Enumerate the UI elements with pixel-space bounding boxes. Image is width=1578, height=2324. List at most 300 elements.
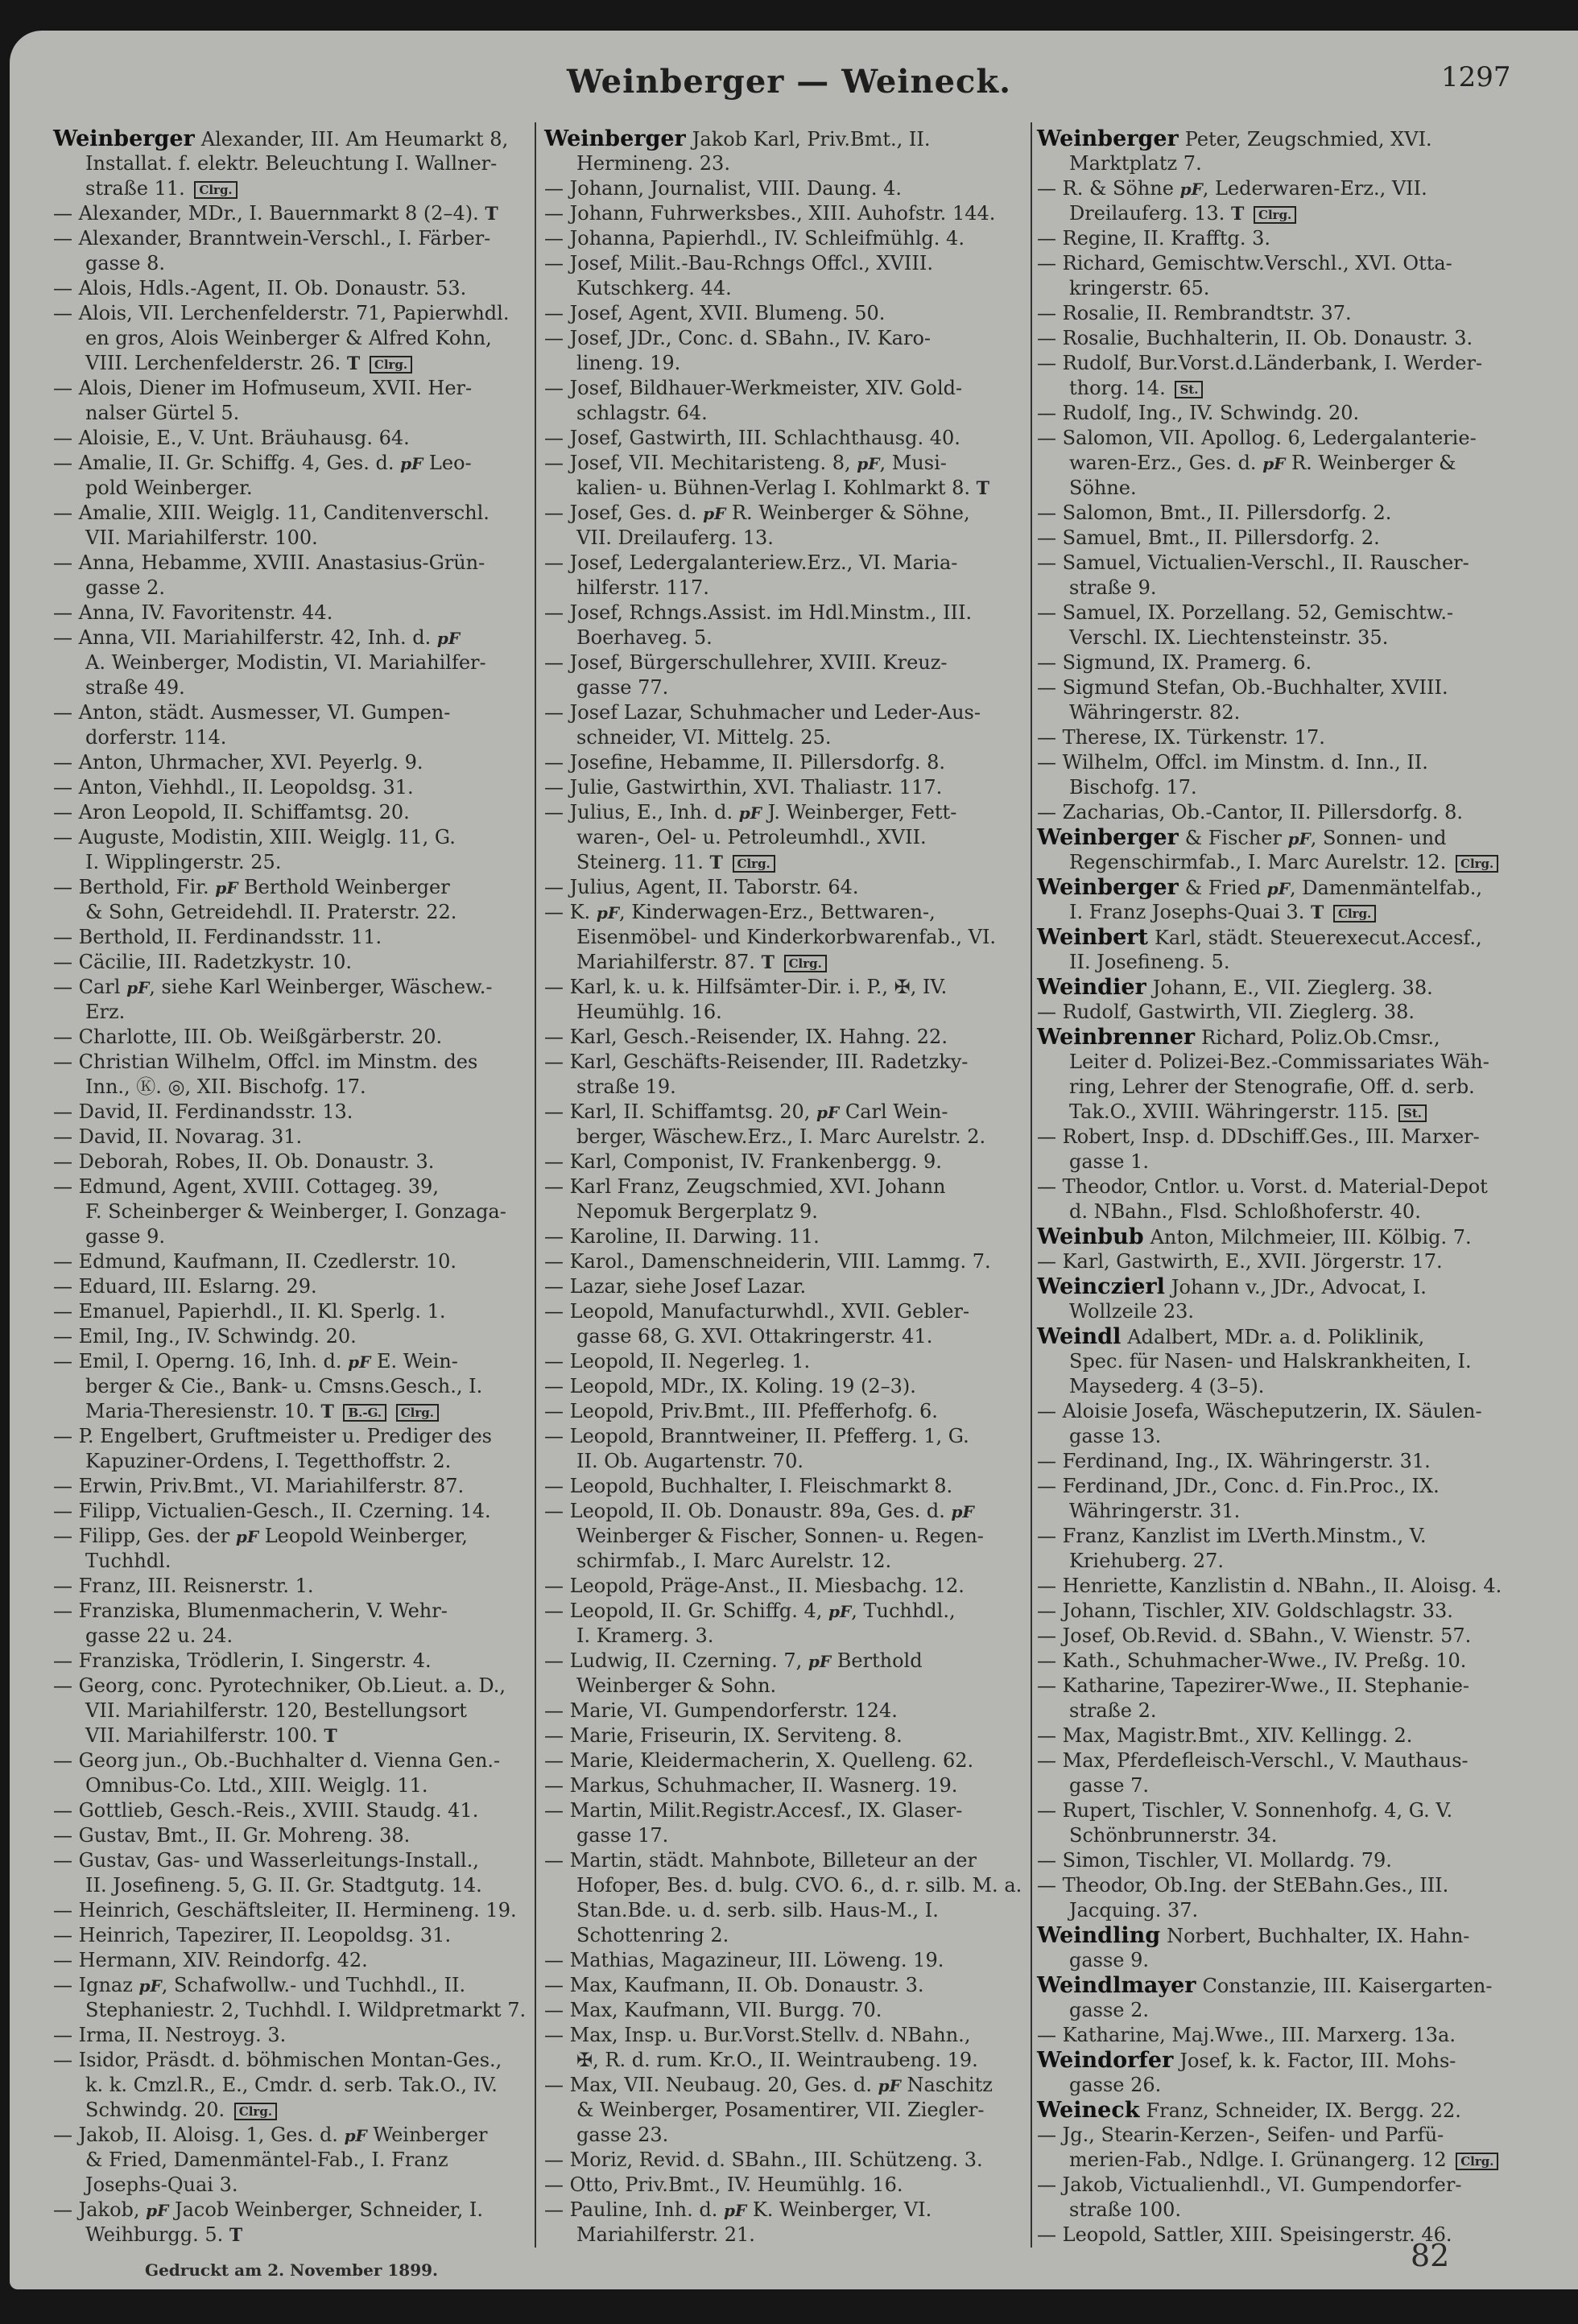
page-title: Weinberger — Weineck.	[566, 63, 1012, 101]
directory-continuation-line	[576, 2048, 978, 2073]
directory-entry-line	[544, 326, 931, 351]
entry-text: Währingerstr. 82.	[1069, 701, 1241, 724]
entry-text: — Regine, II. Krafftg. 3.	[1037, 227, 1271, 250]
directory-entry-line	[544, 1374, 916, 1399]
directory-continuation-line	[1069, 1299, 1194, 1324]
entry-text: — Samuel, IX. Porzellang. 52, Gemischtw.-	[1037, 601, 1454, 624]
firm-registered-mark-icon: pF	[138, 1976, 162, 1996]
entry-text: — Rosalie, II. Rembrandtstr. 37.	[1037, 302, 1352, 324]
directory-entry-line	[53, 1798, 478, 1823]
entry-text: — Sigmund Stefan, Ob.-Buchhalter, XVIII.	[1037, 676, 1448, 699]
entry-text: gasse 2.	[1069, 1999, 1150, 2021]
directory-entry-line	[1037, 1574, 1502, 1599]
entry-text: Stan.Bde. u. d. serb. silb. Haus-M., I.	[576, 1899, 939, 1922]
entry-text: , Tuchhdl.,	[851, 1600, 956, 1622]
directory-entry-line	[1037, 1449, 1431, 1474]
entry-text: — Josefine, Hebamme, II. Pillersdorfg. 8.	[544, 751, 945, 774]
entry-text: — Karol., Damenschneiderin, VIII. Lammg. 7.	[544, 1250, 991, 1273]
directory-entry-line	[544, 900, 936, 925]
directory-entry-line	[544, 451, 947, 476]
directory-entry-line	[544, 2173, 903, 2198]
directory-continuation-line	[576, 625, 713, 650]
directory-heading-line	[1037, 1923, 1469, 1948]
directory-continuation-line	[85, 2098, 277, 2123]
directory-entry-line	[53, 800, 410, 825]
entry-text: VII. Dreilauferg. 13.	[576, 526, 774, 549]
firm-registered-mark-icon: pF	[235, 1527, 259, 1546]
directory-entry-line	[53, 2123, 488, 2148]
entry-text: — Amalie, XIII. Weiglg. 11, Canditenverschl.	[53, 502, 490, 524]
directory-continuation-line	[576, 2123, 668, 2148]
directory-entry-line	[544, 601, 972, 625]
directory-entry-line	[544, 1349, 810, 1374]
entry-text: — Katharine, Tapezirer-Wwe., II. Stephanie-	[1037, 1674, 1470, 1697]
directory-entry-line	[53, 1499, 491, 1524]
directory-continuation-line	[85, 675, 185, 700]
telephone-icon: T	[761, 952, 775, 973]
directory-continuation-line	[576, 825, 927, 850]
entry-text: — Emanuel, Papierhdl., II. Kl. Sperlg. 1.	[53, 1300, 446, 1323]
boxed-tag: B.-G.	[343, 1404, 386, 1422]
surname-heading: Weinberger	[1037, 875, 1179, 900]
entry-text	[1244, 202, 1250, 225]
firm-registered-mark-icon: pF	[596, 903, 620, 923]
directory-entry-line	[53, 1599, 448, 1624]
directory-continuation-line	[85, 1374, 482, 1399]
directory-continuation-line	[576, 1923, 729, 1948]
directory-entry-line	[544, 1150, 942, 1174]
entry-text: — Marie, Friseurin, IX. Serviteng. 8.	[544, 1724, 903, 1747]
directory-entry-line	[544, 1474, 952, 1499]
firm-registered-mark-icon: pF	[703, 504, 726, 523]
entry-text: — Theodor, Ob.Ing. der StEBahn.Ges., III.	[1037, 1874, 1449, 1897]
entry-text: — Cäcilie, III. Radetzkystr. 10.	[53, 951, 353, 973]
directory-continuation-line	[85, 1224, 165, 1249]
entry-text: Richard, Poliz.Ob.Cmsr.,	[1201, 1026, 1440, 1049]
directory-continuation-line	[576, 476, 989, 501]
entry-text: I. Kramerg. 3.	[576, 1624, 714, 1647]
entry-text: Spec. für Nasen- und Halskrankheiten, I.	[1069, 1350, 1472, 1373]
telephone-icon: T	[485, 204, 498, 225]
entry-text: Johann, E., VII. Zieglerg. 38.	[1152, 976, 1433, 999]
entry-text: — Josef Lazar, Schuhmacher und Leder-Aus-	[544, 701, 981, 724]
boxed-tag: Clrg.	[1456, 855, 1498, 873]
directory-heading-line	[1037, 1224, 1472, 1249]
entry-text: — Amalie, II. Gr. Schiffg. 4, Ges. d.	[53, 452, 401, 474]
entry-text: II. Josefineng. 5.	[1069, 951, 1230, 973]
directory-entry-line	[544, 1299, 969, 1324]
entry-text: en gros, Alois Weinberger & Alfred Kohn,	[85, 327, 492, 349]
entry-text: — Aron Leopold, II. Schiffamtsg. 20.	[53, 801, 410, 824]
entry-text: — Franziska, Trödlerin, I. Singerstr. 4.	[53, 1649, 432, 1672]
directory-heading-line	[53, 126, 508, 151]
directory-continuation-line	[576, 1549, 891, 1574]
directory-entry-line	[544, 1274, 806, 1299]
entry-text: — Robert, Insp. d. DDschiff.Ges., III. Marxer-	[1037, 1125, 1480, 1148]
entry-text: ✠, R. d. rum. Kr.O., II. Weintraubeng. 19.	[576, 2049, 978, 2071]
directory-entry-line	[544, 1249, 991, 1274]
entry-text: — Leopold, Sattler, XIII. Speisingerstr. 46.	[1037, 2223, 1452, 2246]
directory-heading-line	[1037, 1274, 1427, 1299]
directory-entry-line	[1037, 725, 1325, 750]
entry-text: Norbert, Buchhalter, IX. Hahn-	[1167, 1925, 1470, 1947]
entry-text: straße 49.	[85, 676, 185, 699]
boxed-tag: Clrg.	[194, 181, 237, 199]
directory-entry-line	[544, 376, 962, 401]
entry-text: — Max, Kaufmann, II. Ob. Donaustr. 3.	[544, 1974, 924, 1996]
entry-text: — Moriz, Revid. d. SBahn., III. Schützeng. 3.	[544, 2149, 983, 2171]
entry-text: — Anton, Viehhdl., II. Leopoldsg. 31.	[53, 776, 414, 799]
entry-text: , Lederwaren-Erz., VII.	[1202, 177, 1427, 200]
directory-continuation-line	[1069, 376, 1203, 401]
entry-text: Leo-	[423, 452, 472, 474]
directory-entry-line	[544, 1224, 820, 1249]
firm-registered-mark-icon: pF	[215, 878, 238, 898]
directory-entry-line	[544, 1773, 957, 1798]
directory-heading-line	[1037, 2098, 1461, 2123]
directory-entry-line	[1037, 1249, 1443, 1274]
surname-heading: Weindling	[1037, 1923, 1161, 1948]
entry-text: merien-Fab., Ndlge. I. Grünangerg. 12	[1069, 2149, 1453, 2171]
entry-text: Alexander, III. Am Heumarkt 8,	[200, 128, 509, 151]
directory-continuation-line	[1069, 1050, 1489, 1075]
entry-text: — Otto, Priv.Bmt., IV. Heumühlg. 16.	[544, 2173, 903, 2196]
entry-text: — Salomon, Bmt., II. Pillersdorfg. 2.	[1037, 502, 1392, 524]
directory-entry-line	[53, 601, 333, 625]
entry-text: R. Weinberger & Söhne,	[725, 502, 970, 524]
directory-continuation-line	[85, 650, 486, 675]
directory-continuation-line	[576, 151, 730, 176]
surname-heading: Weinberger	[1037, 825, 1179, 850]
directory-entry-line	[544, 700, 981, 725]
telephone-icon: T	[976, 478, 989, 499]
telephone-icon: T	[1311, 902, 1324, 923]
directory-entry-line	[53, 2048, 502, 2073]
directory-entry-line	[544, 975, 947, 1000]
entry-text: — Karl, Geschäfts-Reisender, III. Radetzky-	[544, 1051, 969, 1073]
entry-text: schlagstr. 64.	[576, 402, 708, 424]
directory-continuation-line	[1069, 625, 1388, 650]
directory-entry-line	[53, 276, 466, 301]
entry-text: straße 11.	[85, 177, 192, 200]
telephone-icon: T	[346, 353, 361, 374]
directory-heading-line	[1037, 1324, 1424, 1349]
directory-entry-line	[544, 1399, 938, 1424]
entry-text	[386, 1400, 393, 1422]
entry-text: gasse 68, G. XVI. Ottakringerstr. 41.	[576, 1325, 933, 1348]
directory-entry-line	[53, 700, 450, 725]
entry-text: Bischofg. 17.	[1069, 776, 1197, 799]
entry-text: — Max, Insp. u. Bur.Vorst.Stellv. d. NBahn.,	[544, 2024, 971, 2046]
entry-text: Schwindg. 20.	[85, 2099, 231, 2121]
entry-text: — Johann, Tischler, XIV. Goldschlagstr. 33.	[1037, 1600, 1453, 1622]
directory-continuation-line	[85, 1399, 439, 1424]
entry-text: straße 100.	[1069, 2198, 1182, 2221]
entry-text: — Filipp, Ges. der	[53, 1525, 236, 1547]
directory-continuation-line	[1069, 451, 1456, 476]
entry-text: — Lazar, siehe Josef Lazar.	[544, 1275, 807, 1298]
surname-heading: Weindorfer	[1037, 2048, 1174, 2073]
directory-entry-line	[53, 1823, 410, 1848]
directory-entry-line	[53, 1973, 465, 1998]
surname-heading: Weindier	[1037, 975, 1146, 1000]
entry-text: Franz, Schneider, IX. Bergg. 22.	[1146, 2099, 1461, 2122]
directory-continuation-line	[576, 401, 708, 426]
entry-text: — Johann, Fuhrwerksbes., XIII. Auhofstr. 144.	[544, 202, 996, 225]
surname-heading: Weinberger	[1037, 126, 1179, 151]
entry-text: , Schafwollw.- und Tuchhdl., II.	[161, 1974, 466, 1996]
directory-continuation-line	[1069, 900, 1376, 925]
entry-text: Constanzie, III. Kaisergarten-	[1202, 1975, 1493, 1997]
directory-entry-line	[544, 1948, 944, 1973]
directory-continuation-line	[1069, 2198, 1181, 2223]
directory-entry-line	[1037, 1649, 1466, 1674]
directory-entry-line	[1037, 1624, 1471, 1649]
directory-entry-line	[544, 2073, 993, 2098]
directory-continuation-line	[1069, 1898, 1198, 1923]
entry-text: — Simon, Tischler, VI. Mollardg. 79.	[1037, 1849, 1392, 1872]
firm-registered-mark-icon: pF	[738, 803, 762, 823]
directory-entry-line	[1037, 601, 1453, 625]
entry-text: — Johanna, Papierhdl., IV. Schleifmühlg. 4.	[544, 227, 965, 250]
entry-text: II. Ob. Augartenstr. 70.	[576, 1450, 803, 1472]
entry-text: — Gottlieb, Gesch.-Reis., XVIII. Staudg. 41.	[53, 1799, 479, 1822]
directory-continuation-line	[85, 1873, 482, 1898]
firm-registered-mark-icon: pF	[724, 2201, 747, 2220]
directory-entry-line	[1037, 1848, 1392, 1873]
entry-text: Berthold	[831, 1649, 923, 1672]
directory-entry-line	[544, 875, 859, 900]
entry-text: — Leopold, II. Ob. Donaustr. 89a, Ges. d.	[544, 1500, 952, 1522]
entry-text: schirmfab., I. Marc Aurelstr. 12.	[576, 1550, 892, 1572]
entry-text: Carl Wein-	[839, 1100, 948, 1123]
entry-text: Regenschirmfab., I. Marc Aurelstr. 12.	[1069, 851, 1453, 873]
directory-continuation-line	[576, 1898, 939, 1923]
directory-entry-line	[53, 775, 414, 800]
directory-continuation-line	[85, 1000, 125, 1025]
directory-continuation-line	[85, 1699, 467, 1723]
directory-entry-line	[1037, 1674, 1469, 1699]
directory-continuation-line	[1069, 201, 1296, 226]
entry-text: — Filipp, Victualien-Gesch., II. Czerning. 14.	[53, 1500, 491, 1522]
entry-text: Wollzeile 23.	[1069, 1300, 1195, 1323]
entry-text: waren-, Oel- u. Petroleumhdl., XVII.	[576, 826, 927, 848]
directory-continuation-line	[85, 850, 281, 875]
entry-text: Steinerg. 11.	[576, 851, 710, 873]
directory-continuation-line	[576, 276, 732, 301]
surname-heading: Weindlmayer	[1037, 1973, 1196, 1998]
entry-text: — R. & Söhne	[1037, 177, 1180, 200]
entry-text: — Erwin, Priv.Bmt., VI. Mariahilferstr. 87.	[53, 1475, 465, 1497]
entry-text: — Julius, Agent, II. Taborstr. 64.	[544, 876, 859, 898]
entry-text: Tak.O., XVIII. Währingerstr. 115.	[1069, 1100, 1396, 1123]
entry-text: — Julie, Gastwirthin, XVI. Thaliastr. 117.	[544, 776, 943, 799]
directory-continuation-line	[85, 2223, 242, 2248]
directory-entry-line	[544, 1973, 924, 1998]
directory-continuation-line	[576, 1624, 713, 1649]
directory-continuation-line	[85, 1449, 451, 1474]
entry-text: ring, Lehrer der Stenografie, Off. d. serb.	[1069, 1075, 1475, 1098]
directory-entry-line	[53, 2023, 286, 2048]
entry-text: Schottenring 2.	[576, 1924, 729, 1946]
entry-text: — Karl, Componist, IV. Frankenbergg. 9.	[544, 1150, 942, 1173]
directory-entry-line	[1037, 1474, 1440, 1499]
signature-mark: 82	[1411, 2238, 1450, 2273]
entry-text: A. Weinberger, Modistin, VI. Mariahilfer-	[85, 651, 486, 674]
directory-continuation-line	[576, 2098, 984, 2123]
directory-entry-line	[53, 201, 498, 226]
directory-entry-line	[544, 201, 995, 226]
entry-text: — Johann, Journalist, VIII. Daung. 4.	[544, 177, 902, 200]
entry-text: — K.	[544, 901, 597, 923]
entry-text: dorferstr. 114.	[85, 726, 227, 749]
directory-continuation-line	[1069, 1773, 1149, 1798]
directory-entry-line	[544, 1174, 946, 1199]
firm-registered-mark-icon: pF	[816, 1103, 840, 1122]
entry-text: Adalbert, MDr. a. d. Poliklinik,	[1127, 1326, 1425, 1348]
directory-entry-line	[53, 1923, 451, 1948]
entry-text: — Katharine, Maj.Wwe., III. Marxerg. 13a.	[1037, 2024, 1456, 2046]
entry-text: — Josef, Gastwirth, III. Schlachthausg. 40.	[544, 427, 960, 449]
entry-text: Tuchhdl.	[85, 1550, 171, 1572]
directory-entry-line	[53, 1100, 353, 1125]
firm-registered-mark-icon: pF	[828, 1602, 852, 1621]
entry-text: — Anna, IV. Favoritenstr. 44.	[53, 601, 333, 624]
entry-text: — Georg jun., Ob.-Buchhalter d. Vienna Gen.-	[53, 1749, 501, 1772]
entry-text: — Heinrich, Tapezirer, II. Leopoldsg. 31.	[53, 1924, 452, 1946]
entry-text: — David, II. Ferdinandsstr. 13.	[53, 1100, 353, 1123]
surname-heading: Weineck	[1037, 2098, 1140, 2123]
directory-continuation-line	[576, 1674, 776, 1699]
directory-entry-line	[544, 800, 956, 825]
entry-text: — Karl Franz, Zeugschmied, XVI. Johann	[544, 1175, 946, 1198]
directory-entry-line	[1037, 1599, 1453, 1624]
directory-continuation-line	[1069, 1374, 1264, 1399]
entry-text: — Anton, Uhrmacher, XVI. Peyerlg. 9.	[53, 751, 423, 774]
directory-entry-line	[1037, 1399, 1482, 1424]
entry-text: — Georg, conc. Pyrotechniker, Ob.Lieut. a. D.,	[53, 1674, 506, 1697]
surname-heading: Weinberger	[53, 126, 195, 151]
entry-text: — Franz, Kanzlist im LVerth.Minstm., V.	[1037, 1525, 1427, 1547]
entry-text: — Leopold, Präge-Anst., II. Miesbachg. 12.	[544, 1575, 965, 1597]
entry-text: Kriehuberg. 27.	[1069, 1550, 1225, 1572]
column-divider	[1031, 122, 1032, 2248]
entry-text: R. Weinberger &	[1285, 452, 1456, 474]
directory-entry-line	[53, 825, 456, 850]
entry-text: berger, Wäschew.Erz., I. Marc Aurelstr. 2.	[576, 1125, 986, 1148]
directory-continuation-line	[576, 950, 827, 975]
directory-continuation-line	[1069, 775, 1197, 800]
directory-entry-line	[53, 1474, 464, 1499]
directory-continuation-line	[85, 900, 456, 925]
directory-continuation-line	[85, 1624, 233, 1649]
telephone-icon: T	[320, 1401, 334, 1422]
directory-continuation-line	[1069, 1349, 1472, 1374]
entry-text: — Jakob,	[53, 2198, 147, 2221]
directory-continuation-line	[576, 351, 680, 376]
directory-continuation-line	[1069, 1100, 1427, 1125]
directory-entry-line	[53, 1424, 492, 1449]
directory-entry-line	[1037, 1524, 1426, 1549]
entry-text: Maysederg. 4 (3–5).	[1069, 1375, 1265, 1397]
directory-entry-line	[53, 1649, 432, 1674]
boxed-tag: St.	[1175, 381, 1203, 398]
directory-entry-line	[1037, 2223, 1452, 2248]
entry-text: — Ferdinand, Ing., IX. Währingerstr. 31.	[1037, 1450, 1431, 1472]
firm-registered-mark-icon: pF	[126, 978, 150, 997]
entry-text: Leiter d. Polizei-Bez.-Commissariates Wäh-	[1069, 1051, 1489, 1073]
directory-entry-line	[53, 1898, 517, 1923]
entry-text: — Josef, Rchngs.Assist. im Hdl.Minstm., III.	[544, 601, 973, 624]
entry-text: — Deborah, Robes, II. Ob. Donaustr. 3.	[53, 1150, 435, 1173]
entry-text: straße 19.	[576, 1075, 676, 1098]
entry-text: k. k. Cmzl.R., E., Cmdr. d. serb. Tak.O., IV.	[85, 2074, 498, 2096]
directory-heading-line	[1037, 1973, 1492, 1998]
entry-text: — Richard, Gemischtw.Verschl., XVI. Otta-	[1037, 252, 1452, 275]
firm-registered-mark-icon: pF	[1266, 879, 1290, 898]
entry-text: — David, II. Novarag. 31.	[53, 1125, 303, 1148]
directory-continuation-line	[85, 2073, 498, 2098]
entry-text: — Alexander, Branntwein-Verschl., I. Färber-	[53, 227, 491, 250]
directory-entry-line	[544, 501, 970, 526]
entry-text: hilferstr. 117.	[576, 576, 709, 599]
entry-text: , Sonnen- und	[1310, 827, 1447, 849]
entry-text: thorg. 14.	[1069, 377, 1172, 399]
entry-text: — Julius, E., Inh. d.	[544, 801, 739, 824]
directory-continuation-line	[1069, 1075, 1475, 1100]
entry-text: gasse 13.	[1069, 1425, 1162, 1447]
directory-entry-line	[1037, 301, 1352, 326]
firm-registered-mark-icon: pF	[951, 1502, 974, 1521]
entry-text: F. Scheinberger & Weinberger, I. Gonzaga-	[85, 1200, 506, 1223]
entry-text: — Leopold, Buchhalter, I. Fleischmarkt 8.	[544, 1475, 953, 1497]
entry-text: — Auguste, Modistin, XIII. Weiglg. 11, G.	[53, 826, 456, 848]
boxed-tag: Clrg.	[396, 1404, 439, 1422]
directory-entry-line	[544, 1748, 973, 1773]
directory-continuation-line	[85, 151, 497, 176]
directory-continuation-line	[85, 176, 238, 201]
entry-text: , Kinderwagen-Erz., Bettwaren-,	[619, 901, 936, 923]
directory-heading-line	[1037, 975, 1433, 1000]
entry-text: I. Wipplingerstr. 25.	[85, 851, 282, 873]
firm-registered-mark-icon: pF	[857, 454, 880, 473]
entry-text: schneider, VI. Mittelg. 25.	[576, 726, 832, 749]
entry-text: Kapuziner-Ordens, I. Tegetthoffstr. 2.	[85, 1450, 452, 1472]
entry-text: Anton, Milchmeier, III. Kölbig. 7.	[1150, 1226, 1472, 1249]
directory-entry-line	[1037, 1798, 1452, 1823]
directory-entry-line	[53, 226, 490, 251]
entry-text: — Therese, IX. Türkenstr. 17.	[1037, 726, 1325, 749]
firm-registered-mark-icon: pF	[146, 2201, 169, 2220]
directory-entry-line	[53, 1050, 477, 1075]
directory-entry-line	[1037, 750, 1428, 775]
entry-text: — Josef, Ges. d.	[544, 502, 704, 524]
entry-text: Peter, Zeugschmied, XVI.	[1184, 128, 1432, 151]
directory-entry-line	[53, 950, 352, 975]
directory-entry-line	[53, 1948, 368, 1973]
entry-text: gasse 9.	[85, 1225, 166, 1248]
directory-continuation-line	[1069, 1150, 1149, 1174]
entry-text: Josephs-Quai 3.	[85, 2173, 238, 2196]
entry-text: Omnibus-Co. Ltd., XIII. Weiglg. 11.	[85, 1774, 428, 1797]
entry-text: — Karl, k. u. k. Hilfsämter-Dir. i. P., ✠, IV.	[544, 976, 948, 998]
boxed-tag: Clrg.	[370, 356, 412, 374]
directory-entry-line	[544, 1599, 956, 1624]
entry-text: Dreilauferg. 13.	[1069, 202, 1232, 225]
entry-text: Josef, k. k. Factor, III. Mohs-	[1179, 2049, 1456, 2072]
entry-text: — Berthold, II. Ferdinandsstr. 11.	[53, 926, 382, 948]
entry-text: I. Franz Josephs-Quai 3.	[1069, 901, 1312, 923]
